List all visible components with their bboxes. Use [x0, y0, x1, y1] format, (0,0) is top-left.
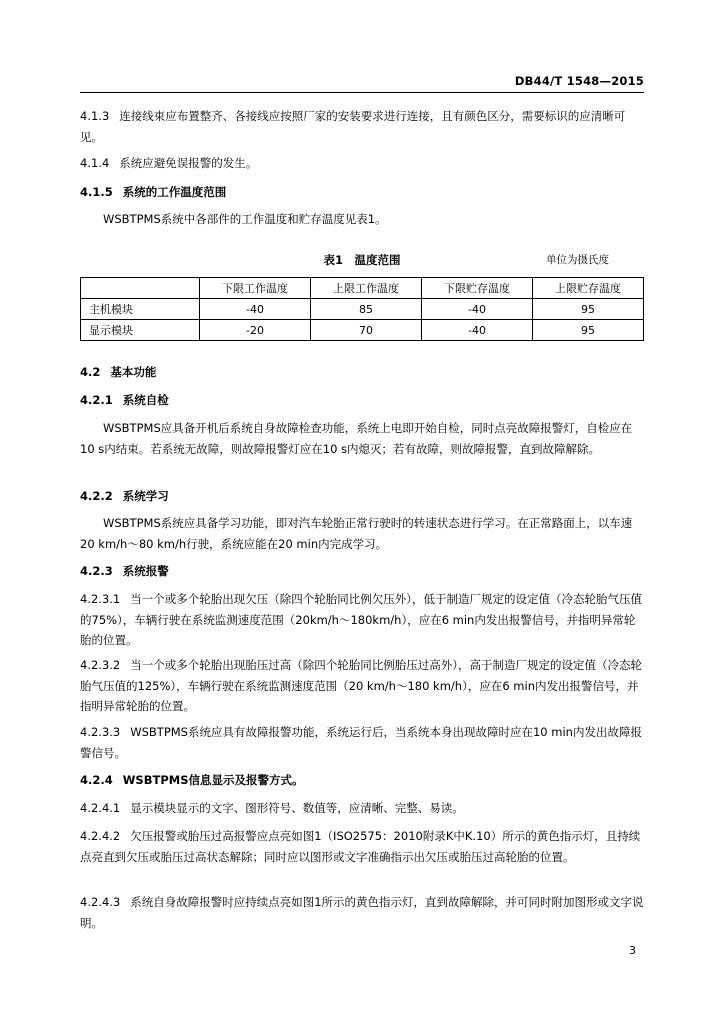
paragraph-4-2-1: WSBTPMS应具备开机后系统自身故障检查功能，系统上电即开始自检，同时点亮故障报警灯，自检应在10 s内结束。若系统无故障，则故障报警灯应在10 s内熄灭；若有故障，则故障报警，直到故障解除。 — [80, 421, 633, 456]
clause-number: 4.1.4 — [80, 156, 110, 170]
clause-number: 4.2.3.2 — [80, 658, 121, 672]
heading-text: 系统学习 — [122, 489, 169, 503]
table-cell: 主机模块 — [81, 299, 200, 320]
table-cell: -40 — [422, 299, 533, 320]
table-unit: 单位为摄氏度 — [546, 254, 609, 266]
table-cell: 显示模块 — [81, 320, 200, 341]
paragraph-4-1-5: WSBTPMS系统中各部件的工作温度和贮存温度见表1。 — [103, 212, 387, 226]
heading-text: 基本功能 — [110, 365, 157, 379]
clause-number: 4.2.2 — [80, 489, 113, 503]
clause-number: 4.2.3.3 — [80, 725, 121, 739]
clause-text: 当一个或多个轮胎出现欠压（除四个轮胎同比例欠压外），低于制造厂规定的设定值（冷态轮胎气压值的75%），车辆行驶在系统监测速度范围（20km/h～180km/h），应在6 min内发出报警信号，并指明异常轮胎的位置。 — [80, 592, 642, 647]
clause-text: 欠压报警或胎压过高报警应点亮如图1（ISO2575：2010附录K中K.10）所示的黄色指示灯，且持续点亮直到欠压或胎压过高状态解除；同时应以图形或文字准确指示出欠压或胎压过高轮胎的位置。 — [80, 829, 641, 864]
heading-text: 系统报警 — [122, 564, 169, 578]
temperature-table — [80, 277, 644, 341]
clause-number: 4.2.4.3 — [80, 895, 121, 909]
clause-4-1-4 — [80, 153, 644, 174]
page-number: 3 — [629, 944, 636, 957]
table-title: 表1 温度范围 — [323, 253, 401, 267]
table-header-cell: 下限贮存温度 — [422, 278, 533, 299]
clause-number: 4.1.5 — [80, 185, 113, 199]
clause-number: 4.2.4.2 — [80, 829, 121, 843]
table-cell: -20 — [200, 320, 311, 341]
document-code: DB44/T 1548—2015 — [514, 74, 644, 88]
table-cell: 70 — [311, 320, 422, 341]
table-cell: 95 — [533, 299, 644, 320]
clause-number: 4.2 — [80, 365, 101, 379]
heading-4-1-5 — [80, 182, 644, 203]
clause-text: 显示模块显示的文字、图形符号、数值等，应清晰、完整、易读。 — [130, 801, 464, 815]
clause-text: 当一个或多个轮胎出现胎压过高（除四个轮胎同比例胎压过高外），高于制造厂规定的设定值（冷态轮胎气压值的125%），车辆行驶在系统监测速度范围（20 km/h～180 km/h），应在6 min内发出报警信号，并指明异常轮胎的位置。 — [80, 658, 642, 713]
clause-4-2-4-2 — [80, 826, 644, 867]
table-cell: 85 — [311, 299, 422, 320]
clause-4-1-3 — [80, 106, 644, 147]
table-header-cell: 上限贮存温度 — [533, 278, 644, 299]
clause-number: 4.2.4.1 — [80, 801, 121, 815]
header-divider — [80, 92, 644, 93]
clause-number: 4.2.4 — [80, 773, 113, 787]
heading-text: 系统的工作温度范围 — [122, 185, 227, 199]
clause-number: 4.2.3 — [80, 564, 113, 578]
table-cell: 95 — [533, 320, 644, 341]
table-cell: -40 — [200, 299, 311, 320]
heading-4-2-3 — [80, 561, 644, 582]
table-header-cell — [81, 278, 200, 299]
heading-4-2-1 — [80, 390, 644, 411]
clause-4-2-4-3 — [80, 892, 644, 933]
clause-text: 系统应避免误报警的发生。 — [119, 156, 258, 170]
clause-number: 4.2.3.1 — [80, 592, 121, 606]
clause-number: 4.1.3 — [80, 109, 110, 123]
table-header-row — [81, 278, 644, 299]
heading-text: WSBTPMS信息显示及报警方式。 — [122, 773, 304, 787]
clause-text: 系统自身故障报警时应持续点亮如图1所示的黄色指示灯，直到故障解除，并可同时附加图形或文字说明。 — [80, 895, 644, 930]
clause-text: 连接线束应布置整齐、各接线应按照厂家的安装要求进行连接，且有颜色区分，需要标识的应清晰可见。 — [80, 109, 626, 144]
clause-text: WSBTPMS系统应具有故障报警功能，系统运行后，当系统本身出现故障时应在10 min内发出故障报警信号。 — [80, 725, 642, 760]
clause-number: 4.2.1 — [80, 393, 113, 407]
clause-4-2-4-1 — [80, 798, 644, 819]
table-header-cell: 上限工作温度 — [311, 278, 422, 299]
clause-4-2-3-1 — [80, 589, 644, 651]
paragraph-4-2-2: WSBTPMS系统应具备学习功能，即对汽车轮胎正常行驶时的转速状态进行学习。在正常路面上，以车速20 km/h～80 km/h行驶，系统应能在20 min内完成学习。 — [80, 516, 633, 551]
clause-4-2-3-3 — [80, 722, 644, 763]
heading-4-2-4 — [80, 770, 644, 791]
heading-4-2 — [80, 362, 644, 383]
table-row — [81, 299, 644, 320]
heading-4-2-2 — [80, 486, 644, 507]
clause-4-2-3-2 — [80, 655, 644, 717]
table-header-cell: 下限工作温度 — [200, 278, 311, 299]
table-cell: -40 — [422, 320, 533, 341]
table-row — [81, 320, 644, 341]
heading-text: 系统自检 — [122, 393, 169, 407]
